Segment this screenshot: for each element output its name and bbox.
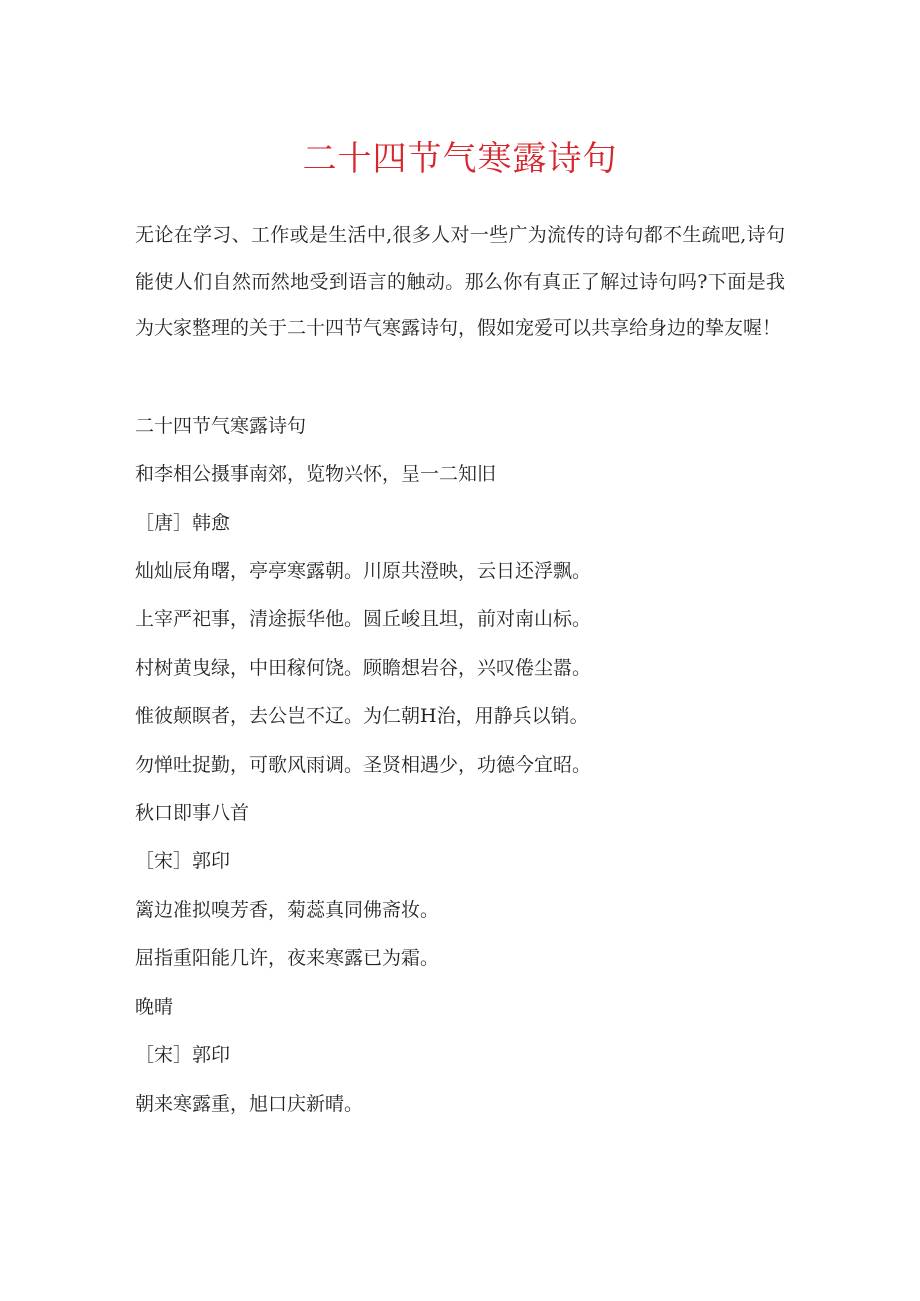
poem-line: 上宰严祀事，清途振华他。圆丘峻且坦，前对南山标。 xyxy=(135,608,592,630)
intro-paragraph: 无论在学习、工作或是生活中,很多人对一些广为流传的诗句都不生疏吧,诗句能使人们自然而然地受到语言的触动。那么你有真正了解过诗句吗?下面是我为大家整理的关于二十四节气寒露诗句，假如宠爱可以共享给身边的挚友喔！ xyxy=(135,224,785,339)
poem-line: 村树黄曳绿，中田稼何饶。顾瞻想岩谷，兴叹倦尘嚣。 xyxy=(135,657,592,679)
poem-author: ［宋］郭印 xyxy=(135,850,231,872)
poem-line: 篱边准拟嗅芳香，菊蕊真同佛斋妆。 xyxy=(135,899,440,921)
poem-author: ［宋］郭印 xyxy=(135,1044,231,1066)
poem-title: 秋口即事八首 xyxy=(135,802,250,824)
poem-line: 勿惮吐捉勤，可歌风雨调。圣贤相遇少，功德今宜昭。 xyxy=(135,754,592,776)
poem-title: 晚晴 xyxy=(135,996,174,1018)
section-heading: 二十四节气寒露诗句 xyxy=(135,415,307,437)
poem-line: 朝来寒露重，旭口庆新晴。 xyxy=(135,1093,364,1115)
poem-line: 灿灿辰角曙，亭亭寒露朝。川原共澄映，云日还浮飘。 xyxy=(135,560,592,582)
poem-line: 屈指重阳能几许，夜来寒露已为霜。 xyxy=(135,947,440,969)
poem-author: ［唐］韩愈 xyxy=(135,512,231,534)
poem-title: 和李相公摄事南郊，览物兴怀，呈一二知旧 xyxy=(135,463,497,485)
document-title: 二十四节气寒露诗句 xyxy=(302,139,618,179)
poem-line: 惟彼颠瞑者，去公岂不辽。为仁朝H治，用静兵以销。 xyxy=(135,705,589,727)
